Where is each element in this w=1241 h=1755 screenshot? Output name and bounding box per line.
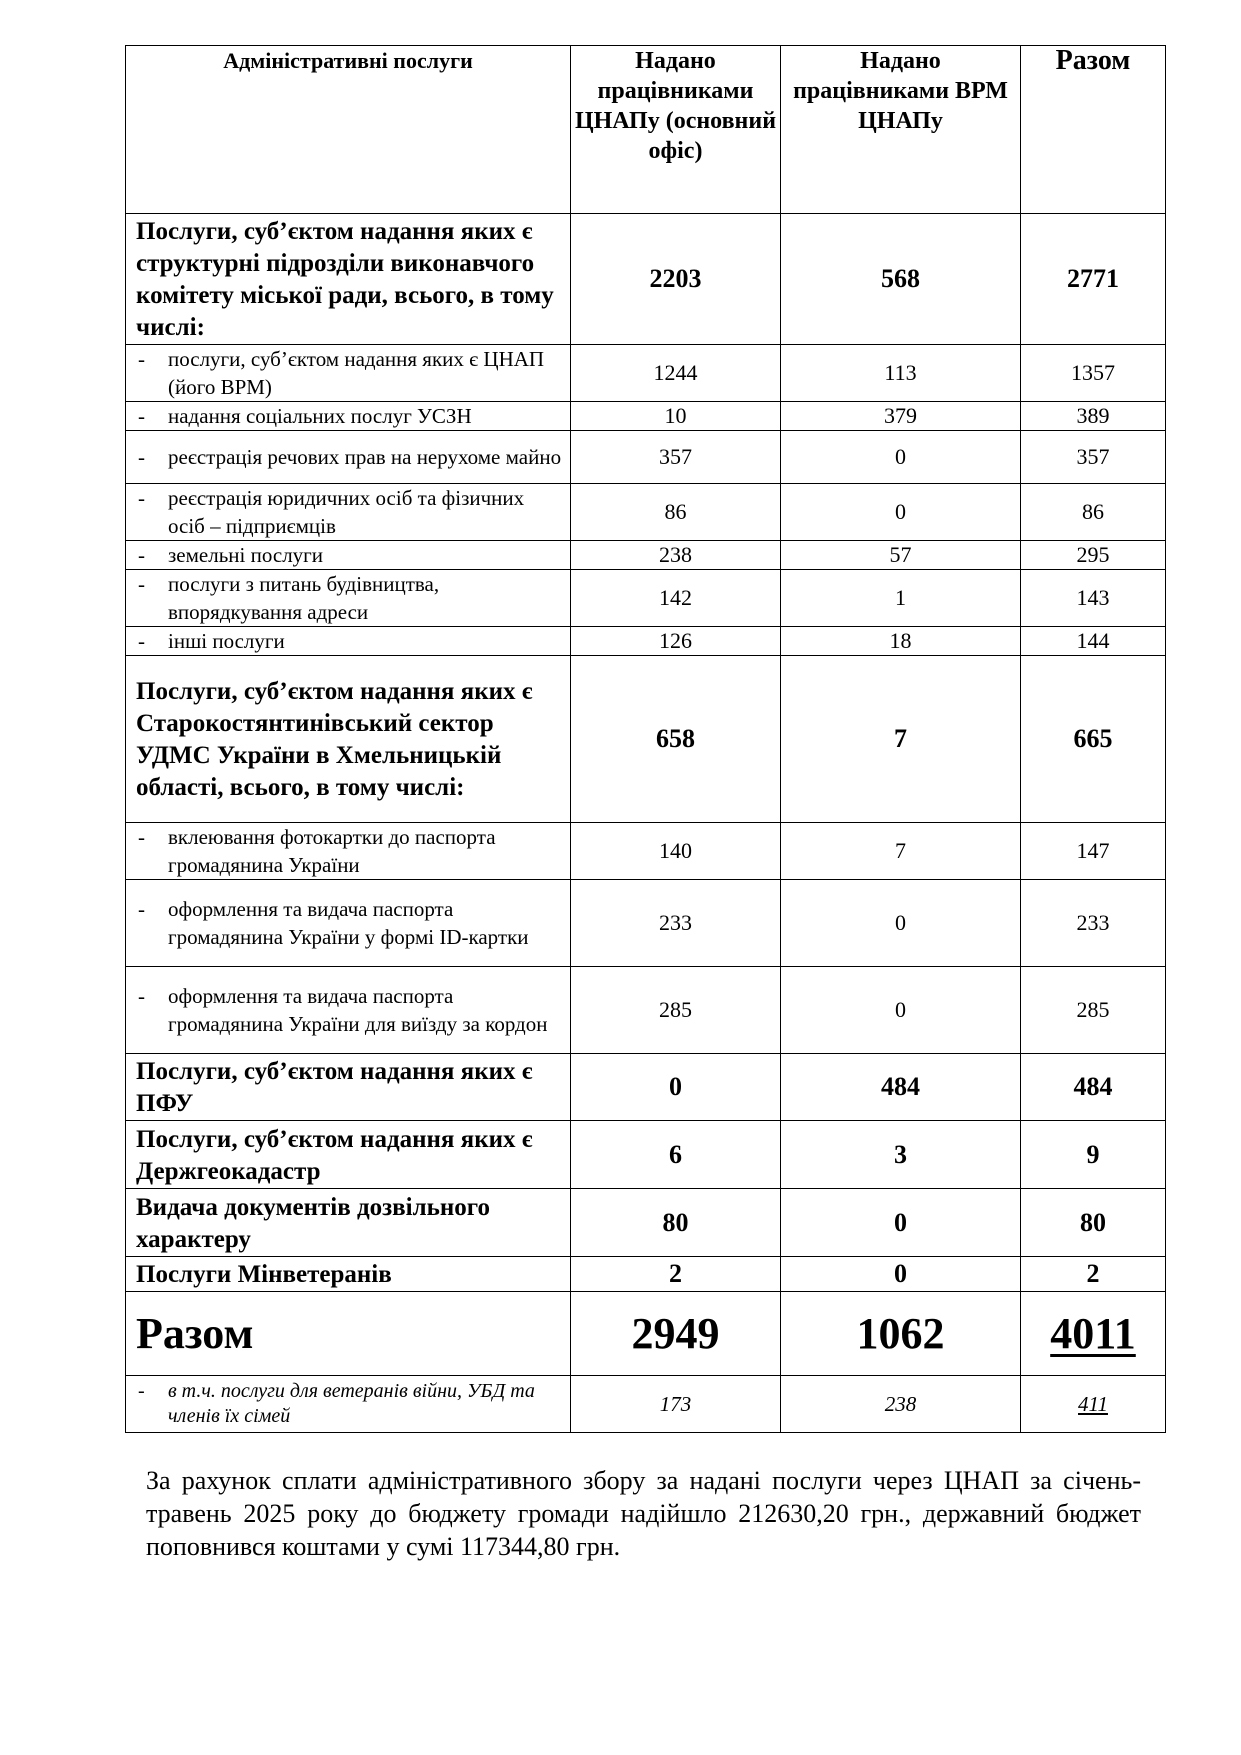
row-main-value: 0 bbox=[571, 1054, 781, 1121]
row-label: земельні послуги bbox=[168, 543, 324, 567]
row-main-value: 285 bbox=[571, 967, 781, 1054]
table-row bbox=[126, 1189, 1166, 1257]
row-total-value: 86 bbox=[1021, 484, 1166, 541]
row-main-value: 2 bbox=[571, 1257, 781, 1292]
veterans-note-total: 411 bbox=[1078, 1391, 1108, 1416]
table-row bbox=[126, 1257, 1166, 1292]
row-label: послуги, суб’єктом надання яких є ЦНАП (його ВРМ) bbox=[168, 347, 545, 399]
table-header-row bbox=[126, 46, 1166, 214]
row-label: послуги з питань будівництва, впорядкування адреси bbox=[168, 572, 440, 624]
list-dash: - bbox=[138, 897, 145, 921]
fee-summary-paragraph: За рахунок сплати адміністративного збору за надані послуги через ЦНАП за січень-травень 2025 року до бюджету громади надійшло 212630,20 грн., державний бюджет поповнився коштами у сумі 117344,80 грн. bbox=[146, 1466, 1141, 1561]
list-dash: - bbox=[138, 445, 145, 469]
row-total-value: 2771 bbox=[1021, 214, 1166, 345]
row-label: Видача документів дозвільного характеру bbox=[126, 1189, 571, 1257]
row-label: Послуги Мінветеранів bbox=[126, 1257, 571, 1292]
row-vrm-value: 7 bbox=[781, 823, 1021, 880]
list-dash: - bbox=[138, 825, 145, 849]
row-main-value: 238 bbox=[571, 541, 781, 570]
row-total-value: 80 bbox=[1021, 1189, 1166, 1257]
header-main-office: Надано працівниками ЦНАПу (основний офіс) bbox=[571, 46, 781, 214]
table-row bbox=[126, 656, 1166, 823]
row-total-value: 233 bbox=[1021, 880, 1166, 967]
list-dash: - bbox=[138, 629, 145, 653]
list-dash: - bbox=[138, 404, 145, 428]
row-label: оформлення та видача паспорта громадянина України для виїзду за кордон bbox=[168, 984, 548, 1036]
header-vrm: Надано працівниками ВРМ ЦНАПу bbox=[781, 46, 1021, 214]
row-vrm-value: 0 bbox=[781, 880, 1021, 967]
row-total-value: 9 bbox=[1021, 1121, 1166, 1189]
table-row bbox=[126, 823, 1166, 880]
row-vrm-value: 0 bbox=[781, 967, 1021, 1054]
row-label: Послуги, суб’єктом надання яких є Старокостянтинівський сектор УДМС України в Хмельницькій області, всього, в тому числі: bbox=[126, 656, 571, 823]
row-main-value: 357 bbox=[571, 431, 781, 484]
row-vrm-value: 568 bbox=[781, 214, 1021, 345]
table-row bbox=[126, 880, 1166, 967]
row-label: Послуги, суб’єктом надання яких є ПФУ bbox=[126, 1054, 571, 1121]
row-vrm-value: 0 bbox=[781, 1257, 1021, 1292]
list-dash: - bbox=[138, 1380, 145, 1402]
list-dash: - bbox=[138, 486, 145, 510]
row-label: реєстрація юридичних осіб та фізичних осіб – підприємців bbox=[168, 486, 525, 538]
row-total-value: 144 bbox=[1021, 627, 1166, 656]
table-row bbox=[126, 431, 1166, 484]
list-dash: - bbox=[138, 543, 145, 567]
row-label: Послуги, суб’єктом надання яких є структурні підрозділи виконавчого комітету міської ради, всього, в тому числі: bbox=[126, 214, 571, 345]
row-main-value: 140 bbox=[571, 823, 781, 880]
row-main-value: 233 bbox=[571, 880, 781, 967]
row-main-value: 658 bbox=[571, 656, 781, 823]
header-services: Адміністративні послуги bbox=[126, 46, 571, 214]
row-vrm-value: 0 bbox=[781, 431, 1021, 484]
row-main-value: 2203 bbox=[571, 214, 781, 345]
table-row bbox=[126, 402, 1166, 431]
row-main-value: 10 bbox=[571, 402, 781, 431]
row-total-value: 147 bbox=[1021, 823, 1166, 880]
table-row bbox=[126, 570, 1166, 627]
table-row bbox=[126, 1054, 1166, 1121]
row-vrm-value: 7 bbox=[781, 656, 1021, 823]
row-label: оформлення та видача паспорта громадянина України у формі ID-картки bbox=[168, 897, 529, 949]
row-total-value: 357 bbox=[1021, 431, 1166, 484]
row-label: вклеювання фотокартки до паспорта громадянина України bbox=[168, 825, 496, 877]
table-row bbox=[126, 541, 1166, 570]
row-vrm-value: 0 bbox=[781, 484, 1021, 541]
row-vrm-value: 0 bbox=[781, 1189, 1021, 1257]
row-vrm-value: 18 bbox=[781, 627, 1021, 656]
header-total: Разом bbox=[1021, 46, 1166, 214]
row-vrm-value: 57 bbox=[781, 541, 1021, 570]
table-row bbox=[126, 345, 1166, 402]
row-vrm-value: 379 bbox=[781, 402, 1021, 431]
row-main-value: 80 bbox=[571, 1189, 781, 1257]
row-label: надання соціальних послуг УСЗН bbox=[168, 404, 472, 428]
grand-total-sum: 4011 bbox=[1050, 1309, 1136, 1358]
list-dash: - bbox=[138, 984, 145, 1008]
row-main-value: 1244 bbox=[571, 345, 781, 402]
row-label: Послуги, суб’єктом надання яких є Держгеокадастр bbox=[126, 1121, 571, 1189]
veterans-note-label: в т.ч. послуги для ветеранів війни, УБД та членів їх сімей bbox=[168, 1380, 535, 1427]
row-total-value: 665 bbox=[1021, 656, 1166, 823]
row-total-value: 389 bbox=[1021, 402, 1166, 431]
row-total-value: 143 bbox=[1021, 570, 1166, 627]
row-total-value: 484 bbox=[1021, 1054, 1166, 1121]
veterans-note-vrm: 238 bbox=[781, 1376, 1021, 1433]
table-row bbox=[126, 484, 1166, 541]
row-main-value: 6 bbox=[571, 1121, 781, 1189]
veterans-note-row bbox=[126, 1376, 1166, 1433]
row-vrm-value: 113 bbox=[781, 345, 1021, 402]
list-dash: - bbox=[138, 572, 145, 596]
row-vrm-value: 484 bbox=[781, 1054, 1021, 1121]
table-row bbox=[126, 1121, 1166, 1189]
services-report-table bbox=[125, 45, 1166, 1433]
row-main-value: 126 bbox=[571, 627, 781, 656]
row-vrm-value: 1 bbox=[781, 570, 1021, 627]
row-total-value: 2 bbox=[1021, 1257, 1166, 1292]
row-main-value: 142 bbox=[571, 570, 781, 627]
table-row bbox=[126, 214, 1166, 345]
grand-total-vrm: 1062 bbox=[781, 1292, 1021, 1376]
row-total-value: 285 bbox=[1021, 967, 1166, 1054]
row-total-value: 295 bbox=[1021, 541, 1166, 570]
table-row bbox=[126, 627, 1166, 656]
row-label: інші послуги bbox=[168, 629, 285, 653]
grand-total-main: 2949 bbox=[571, 1292, 781, 1376]
row-label: реєстрація речових прав на нерухоме майно bbox=[168, 445, 562, 469]
row-total-value: 1357 bbox=[1021, 345, 1166, 402]
row-vrm-value: 3 bbox=[781, 1121, 1021, 1189]
row-main-value: 86 bbox=[571, 484, 781, 541]
grand-total-row bbox=[126, 1292, 1166, 1376]
veterans-note-main: 173 bbox=[571, 1376, 781, 1433]
table-row bbox=[126, 967, 1166, 1054]
list-dash: - bbox=[138, 347, 145, 371]
grand-total-label: Разом bbox=[126, 1292, 571, 1376]
